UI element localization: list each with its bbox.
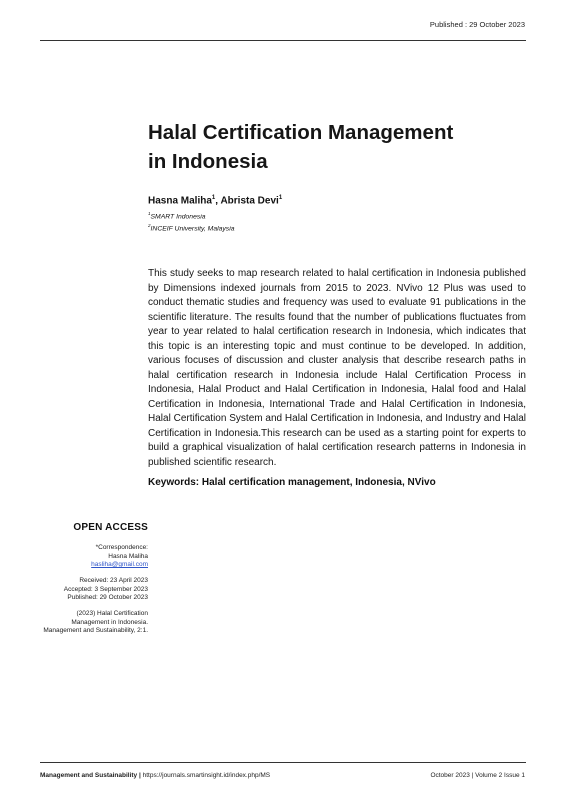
footer-divider (40, 762, 526, 763)
footer-journal-info (40, 772, 270, 779)
abstract-text: This study seeks to map research related to halal certification in Indonesia published by Dimensions indexed journals from 2015 to 2023. NVivo 12 Plus was used to conduct thematic studies and frequency was used to evaluate 91 publications in the scientific literature. The results found that the number of publications fluctuates from year to year related to halal certification research in Indonesia, which indicates that this topic is an interesting topic and must continue to be developed. In addition, various focuses of discussion and cluster analysis that describe research paths in halal certification research in Indonesia include Halal Certification Process in Indonesia, Halal Product and Halal Certification in Indonesia, Halal food and Halal Certification in Indonesia, International Trade and Halal Certification in Indonesia, Halal Certification System and Halal Certification in Indonesia, and Industry and Halal Certification in Indonesia.This research can be used as a starting point for experts to build a graphical visualization of halal certification research patterns in Indonesia in published scientific research. (148, 268, 526, 468)
affiliation-text: SMART Indonesia (150, 213, 206, 221)
correspondence-label: *Correspondence: (95, 544, 148, 551)
keywords-line: Keywords: Halal certification management, Indonesia, NVivo (148, 477, 436, 488)
author-list (148, 195, 282, 206)
footer-issue-info: October 2023 | Volume 2 Issue 1 (430, 772, 525, 779)
open-access-label: OPEN ACCESS (73, 522, 148, 533)
title-line-2: in Indonesia (148, 150, 268, 173)
author-affiliation-marker: 1 (278, 195, 283, 201)
correspondence-email-link[interactable]: hasliha@gmail.com (91, 561, 148, 569)
correspondence-name: Hasna Maliha (108, 552, 148, 560)
author-name: Hasna Maliha (148, 195, 212, 207)
author-separator: , (215, 195, 221, 207)
author-affiliation-marker: 1 (211, 195, 216, 201)
affiliation-list (148, 209, 235, 234)
footer-separator: | (137, 772, 143, 779)
dates-block (38, 577, 148, 603)
affiliation-marker: 1 (148, 211, 151, 216)
received-date: Received: 23 April 2023 (79, 577, 148, 584)
footer-journal-url-link[interactable]: https://journals.smartinsight.id/index.php/MS (142, 772, 271, 779)
citation-block (38, 610, 148, 636)
author-name: Abrista Devi (220, 195, 279, 207)
published-date: Published: 29 October 2023 (67, 594, 148, 602)
affiliation-item (148, 209, 235, 221)
article-title (148, 118, 528, 176)
affiliation-text: INCEIF University, Malaysia (150, 225, 235, 233)
published-date-header: Published : 29 October 2023 (429, 20, 525, 29)
footer-journal-name: Management and Sustainability (40, 772, 138, 779)
citation-text: (2023) Halal Certification Management in Indonesia. Management and Sustainability, 2:1. (43, 610, 148, 635)
affiliation-item (148, 221, 235, 233)
header-divider (40, 40, 526, 41)
affiliation-marker: 2 (148, 223, 151, 229)
correspondence-block (38, 544, 148, 570)
title-line-1: Halal Certification Management (148, 121, 454, 144)
accepted-date: Accepted: 3 September 2023 (63, 585, 148, 593)
